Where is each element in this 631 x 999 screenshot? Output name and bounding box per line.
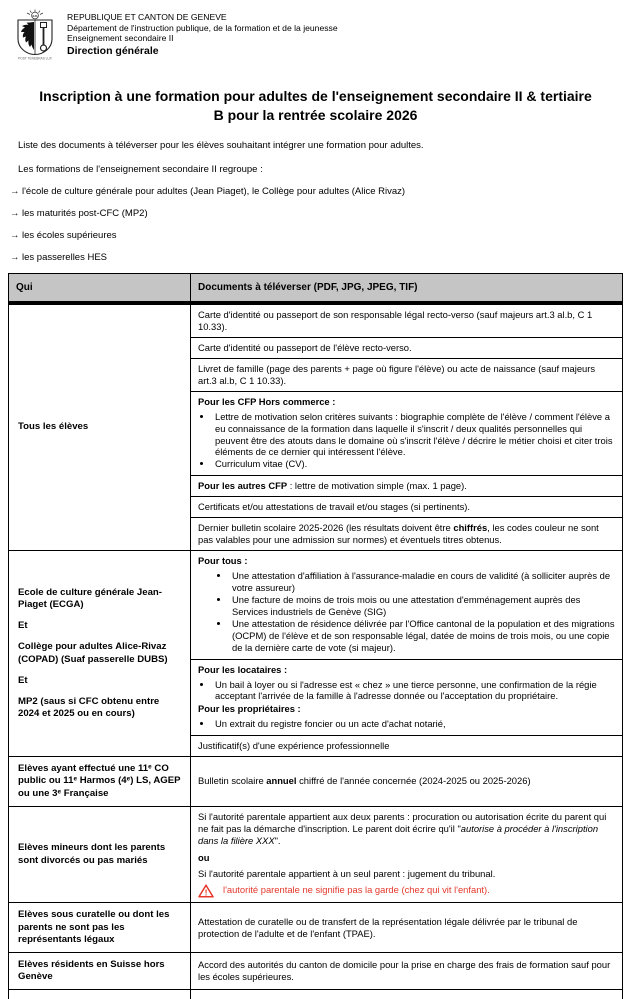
doc-cell-justificatif [191,736,623,757]
doc-text: Carte d'identité ou passeport de son responsable légal recto-verso (sauf majeurs art.3 al.b, C 1 10.33). [198,309,593,332]
who-cell-ecga-copad-mp2 [9,551,191,757]
doc-text: Pour les autres CFP : lettre de motivation simple (max. 1 page). [198,480,467,492]
doc-subtitle: Pour les propriétaires : [198,703,301,715]
doc-text: Livret de famille (page des parents + page où figure l'élève) ou acte de naissance (sauf majeurs art.3 al.b, C 1 10.33). [198,362,596,386]
who-label: MP2 (saus si CFC obtenu entre 2024 et 2025 ou en cours) [18,695,160,720]
who-label: Collège pour adultes Alice-Rivaz (COPAD) (Suaf passerelle DUBS) [18,641,168,665]
doc-cell-certificats [191,497,623,518]
doc-text: Attestation de curatelle ou de transfert de la représentation légale délivrée par le tribunal de protection de l'adulte et de l'enfant (TPAE). [198,915,578,939]
doc-cell-attestation-curatelle [191,903,623,953]
doc-cell-dernier-bulletin [191,518,623,551]
doc-cell-carte-responsable [191,303,623,337]
org-line-direction: Direction générale [67,44,159,57]
sun-ihs-text: IHS [32,13,38,18]
doc-cell-accord-canton [191,952,623,989]
who-label: Et [18,674,28,686]
doc-bullet: • Curriculum vitae (CV). [213,458,615,470]
table-row-cutoff [9,990,623,999]
intro-item-label: les maturités post-CFC (MP2) [22,208,148,219]
intro-item-label: les passerelles HES [22,252,108,263]
warning-text: l'autorité parentale ne signifie pas la garde (chez qui vit l'enfant). [223,884,490,896]
svg-text:!: ! [204,887,208,898]
doc-text: Accord des autorités du canton de domicile pour la prise en charge des frais de formation sauf pour les écoles supérieures. [198,959,611,983]
who-label: Et [18,620,28,632]
doc-cell-pour-tous [191,551,623,660]
table-row [9,952,623,989]
intro-item-label: les écoles supérieures [22,230,117,241]
doc-text: Justificatif(s) d'une expérience professionnelle [198,740,390,752]
doc-text: Si l'autorité parentale appartient aux deux parents : procuration ou autorisation écrite du parent qui ne fait pas la démarche d'inscription. Le parent doit écrire qu'il "autorise à procéder à l'inscription dans la filière XXX". [198,810,607,846]
table-row [9,303,623,337]
org-line-enseignement: Enseignement secondaire II [67,33,174,44]
doc-bullet: • Une attestation de résidence délivrée par l'Office cantonal de la population et des migrations (OCPM) de l'élève et de son responsable légal, datée de moins de trois mois, ou une copie de la dernière carte de vote (si majeur). [230,618,615,654]
doc-cell-autres-cfp [191,476,623,497]
arrow-icon: → [10,252,20,263]
letterhead-org-block [67,9,338,57]
org-line-canton: REPUBLIQUE ET CANTON DE GENEVE [67,12,227,22]
table-row [9,806,623,903]
letterhead [0,0,631,61]
arrow-icon: → [10,230,20,241]
intro-item-label: l'école de culture générale pour adultes (Jean Piaget), le Collège pour adultes (Alice Rivaz) [22,186,406,197]
intro-line-1: Liste des documents à téléverser pour les élèves souhaitant intégrer une formation pour adultes. [18,140,424,151]
doc-bullet: • Un extrait du registre foncier ou un acte d'achat notarié, [213,718,615,730]
doc-subtitle: Pour les locataires : [198,663,288,675]
doc-bullet: • Un bail à loyer ou si l'adresse est « chez » une tierce personne, une confirmation de la régie acceptant l'arrivée de la famille à l'adresse donnée ou l'acceptation du propriétaire. [213,679,615,703]
who-cell-tous-les-eleves [9,303,191,551]
doc-subtitle: Pour les CFP Hors commerce : [198,395,336,407]
column-header-documents: Documents à téléverser (PDF, JPG, JPEG, TIF) [191,274,623,304]
column-header-qui: Qui [9,274,191,304]
doc-bullet: • Une facture de moins de trois mois ou une attestation d'emménagement auprès des Services industriels de Genève (SIG) [230,594,615,618]
who-label: Elèves sous curatelle ou dont les parents ne sont pas les représentants légaux [18,909,170,945]
doc-cell-livret-famille [191,358,623,391]
who-cell-11e-co [9,757,191,807]
doc-subtitle: Pour tous : [198,555,248,567]
list-item [10,186,621,197]
doc-cell-locataires-proprietaires [191,659,623,736]
who-label: Elèves mineurs dont les parents sont divorcés ou pas mariés [18,842,166,866]
table-header-row [9,274,623,304]
intro-section [10,140,621,263]
doc-text: Bulletin scolaire annuel chiffré de l'année concernée (2024-2025 ou 2025-2026) [198,775,531,787]
who-cell-eleves-mineurs [9,806,191,903]
doc-cell-cfp-hors-commerce [191,391,623,476]
who-cell-curatelle [9,903,191,953]
table-row [9,903,623,953]
doc-text: Si l'autorité parentale appartient à un seul parent : jugement du tribunal. [198,868,496,880]
list-item [10,208,621,219]
warning-triangle-icon [198,884,214,898]
doc-bullet: • Une attestation d'affiliation à l'assurance-maladie en cours de validité (à solliciter auprès de votre assureur) [230,570,615,594]
doc-text: Dernier bulletin scolaire 2025-2026 (les résultats doivent être chiffrés, les codes couleur ne sont pas valables pour une admission sur normes) et éventuels titres obtenus. [198,522,599,546]
doc-bullet: • Lettre de motivation selon critères suivants : biographie complète de l'élève / comment l'élève a eu connaissance de la formation dans laquelle il s'inscrit / deux qualités personnelles qui peuvent être des atouts dans le domaine où s'inscrit l'élève / décrire le métier choisi et citer trois éléments de ce dernier qui intéressent l'élève. [213,411,615,459]
who-label: Elèves ayant effectué une 11ᵉ CO public ou 11ᵉ Harmos (4ᵉ) LS, AGEP ou une 3ᵉ Française [18,763,181,799]
who-label: Ecole de culture générale Jean-Piaget (ECGA) [18,586,162,611]
list-item [10,252,621,263]
cutoff-cell [9,990,191,999]
intro-line-2: Les formations de l'enseignement secondaire II regroupe : [18,164,263,175]
page-title: Inscription à une formation pour adultes de l'enseignement secondaire II & tertiaire B pour la rentrée scolaire 2026 [39,88,592,123]
cutoff-cell [191,990,623,999]
doc-cell-autorite-parentale [191,806,623,903]
who-label: Elèves résidents en Suisse hors Genève [18,958,165,983]
logo-motto: POST TENEBRAS LUX [18,56,52,61]
arrow-icon: → [10,186,20,197]
documents-table [8,273,623,999]
arrow-icon: → [10,208,20,219]
org-line-departement: Département de l'instruction publique, de la formation et de la jeunesse [67,22,338,33]
table-row [9,757,623,807]
who-cell-residents-hors-geneve [9,952,191,989]
doc-text: Carte d'identité ou passeport de l'élève recto-verso. [198,341,412,353]
doc-text: Certificats et/ou attestations de travail et/ou stages (si pertinents). [198,501,471,513]
who-label: Tous les élèves [18,421,89,433]
table-row [9,551,623,660]
warning-note [198,884,615,898]
list-item [10,230,621,241]
doc-cell-bulletin-annuel [191,757,623,807]
geneva-coat-of-arms-logo [12,9,58,61]
doc-cell-carte-eleve [191,337,623,358]
doc-ou-label: ou [198,851,210,863]
